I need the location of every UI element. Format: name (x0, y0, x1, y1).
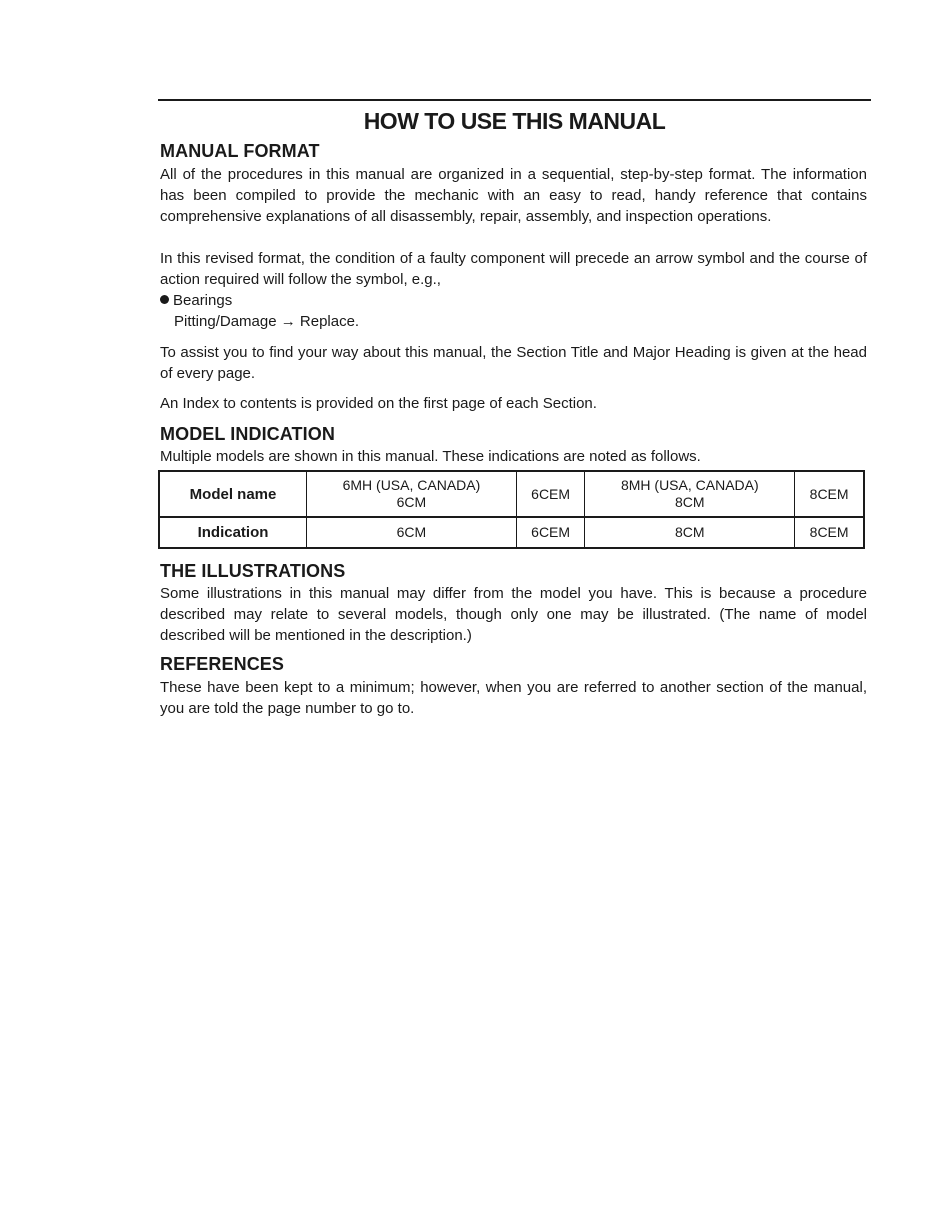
model-table (158, 470, 865, 549)
table-cell: 6CEM (516, 517, 585, 548)
bullet-label: Bearings (173, 292, 233, 309)
table-cell: 8CM (585, 517, 795, 548)
manual-format-paragraph-1: All of the procedures in this manual are organized in a sequential, step-by-step format. The information has been compiled to provide the mechanic with an easy to read, handy reference that contains comprehensive explanations of all disassembly, repair, assembly, and inspection operations. (160, 166, 867, 225)
table-cell: 6CEM (516, 471, 585, 517)
model-indication-intro: Multiple models are shown in this manual. These indications are noted as follows. (160, 448, 701, 465)
table-cell: 6CM (307, 517, 517, 548)
references-paragraph: These have been kept to a minimum; however, when you are referred to another section of the manual, you are told the page number to go to. (160, 679, 867, 717)
references-heading: REFERENCES (160, 654, 285, 674)
manual-format-heading: MANUAL FORMAT (160, 141, 320, 161)
page-title: HOW TO USE THIS MANUAL (363, 108, 666, 134)
bullet-sub-item: Pitting/Damage → Replace. (174, 313, 360, 330)
manual-format-paragraph-4: An Index to contents is provided on the first page of each Section. (160, 395, 597, 412)
manual-format-paragraph-3: To assist you to find your way about this manual, the Section Title and Major Heading is given at the head of every page. (160, 344, 867, 382)
table-cell: 8CEM (795, 517, 864, 548)
illustrations-heading: THE ILLUSTRATIONS (160, 561, 346, 581)
top-rule (158, 99, 871, 101)
table-row (159, 471, 864, 517)
table-row-header: Indication (159, 517, 307, 548)
table-cell: 8CEM (795, 471, 864, 517)
bullet-item (160, 290, 232, 311)
table-row-header: Model name (159, 471, 307, 517)
table-cell: 6MH (USA, CANADA) 6CM (307, 471, 517, 517)
bullet-dot-icon (160, 295, 169, 304)
manual-format-paragraph-2: In this revised format, the condition of a faulty component will precede an arrow symbol and the course of action required will follow the symbol, e.g., (160, 250, 867, 288)
table-cell: 8MH (USA, CANADA) 8CM (585, 471, 795, 517)
illustrations-paragraph: Some illustrations in this manual may differ from the model you have. This is because a procedure described may relate to several models, though only one may be illustrated. (The name of model described will be mentioned in the description.) (160, 585, 867, 644)
model-indication-heading: MODEL INDICATION (160, 424, 335, 444)
table-row (159, 517, 864, 548)
